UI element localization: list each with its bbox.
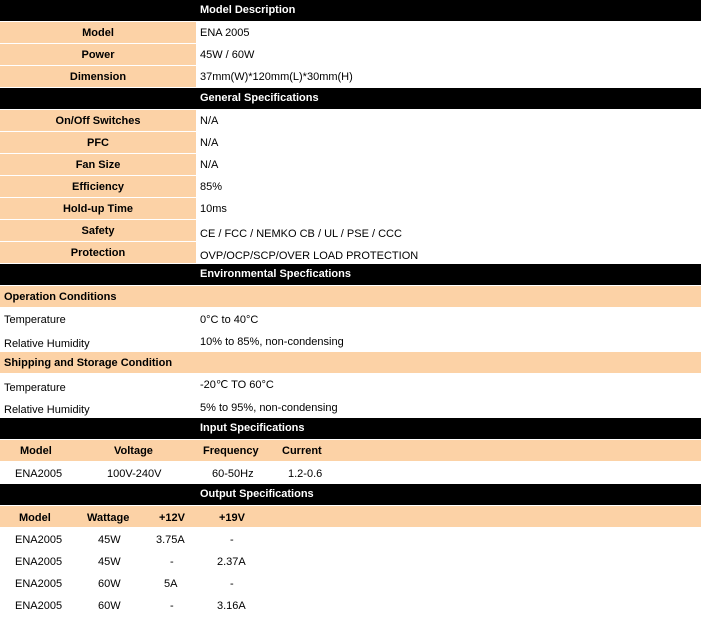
subsection-operation xyxy=(0,286,701,308)
table-row xyxy=(0,550,701,572)
section-header-input xyxy=(0,418,701,440)
spec-label-cell xyxy=(0,198,196,219)
spec-row-dimension xyxy=(0,66,701,88)
spec-label-cell xyxy=(0,44,196,65)
table-cell: 5A xyxy=(164,578,178,590)
spec-row-pfc xyxy=(0,132,701,154)
spec-label: Safety xyxy=(81,225,115,237)
table-cell: 3.16A xyxy=(217,600,246,612)
table-cell: - xyxy=(230,578,234,590)
spec-label: PFC xyxy=(87,137,109,149)
spec-value: 45W / 60W xyxy=(200,49,255,61)
table-row xyxy=(0,462,701,484)
spec-value: N/A xyxy=(200,115,219,127)
table-cell: 2.37A xyxy=(217,556,246,568)
env-row xyxy=(0,330,701,352)
spec-value: ENA 2005 xyxy=(200,27,250,39)
spec-label-cell xyxy=(0,132,196,153)
table-cell: 1.2-0.6 xyxy=(288,468,323,480)
spec-label-cell xyxy=(0,176,196,197)
spec-label-cell xyxy=(0,22,196,43)
table-cell: ENA2005 xyxy=(15,600,63,612)
column-header: Current xyxy=(282,445,322,457)
spec-label: Dimension xyxy=(69,71,127,83)
table-header-row xyxy=(0,440,701,462)
table-cell: ENA2005 xyxy=(15,534,63,546)
section-title: Model Description xyxy=(200,4,296,16)
env-value: 5% to 95%, non-condensing xyxy=(200,402,338,414)
table-cell: - xyxy=(170,556,174,568)
table-row xyxy=(0,528,701,550)
section-title: General Specifications xyxy=(200,92,319,104)
env-label: Relative Humidity xyxy=(4,338,90,350)
spec-value: 37mm(W)*120mm(L)*30mm(H) xyxy=(200,71,353,83)
env-row xyxy=(0,396,701,418)
table-cell: - xyxy=(230,534,234,546)
spec-label-cell xyxy=(0,242,196,263)
spec-label-cell xyxy=(0,220,196,241)
section-title: Output Specifications xyxy=(200,488,314,500)
spec-row-holdup xyxy=(0,198,701,220)
subsection-title: Shipping and Storage Condition xyxy=(4,357,173,369)
table-cell: ENA2005 xyxy=(15,578,63,590)
spec-row-power xyxy=(0,44,701,66)
spec-row-onoff xyxy=(0,110,701,132)
column-header: Wattage xyxy=(87,512,130,524)
spec-value: 85% xyxy=(200,181,223,193)
column-header: +19V xyxy=(219,512,245,524)
subsection-shipping xyxy=(0,352,701,374)
column-header: Voltage xyxy=(114,445,153,457)
table-cell: - xyxy=(170,600,174,612)
env-value: 0°C to 40°C xyxy=(200,314,259,326)
spec-label: On/Off Switches xyxy=(55,115,141,127)
env-label: Relative Humidity xyxy=(4,404,90,416)
spec-row-protection xyxy=(0,242,701,264)
spec-label: Model xyxy=(82,27,114,39)
env-label: Temperature xyxy=(4,314,66,326)
section-title: Input Specifications xyxy=(200,422,305,434)
section-title: Environmental Specfications xyxy=(200,268,351,280)
table-cell: ENA2005 xyxy=(15,556,63,568)
spec-label-cell xyxy=(0,110,196,131)
env-row xyxy=(0,308,701,330)
section-header-output xyxy=(0,484,701,506)
table-cell: 60W xyxy=(98,600,121,612)
spec-row-safety xyxy=(0,220,701,242)
table-cell: 3.75A xyxy=(156,534,185,546)
spec-label-cell xyxy=(0,66,196,87)
spec-label: Fan Size xyxy=(75,159,121,171)
section-header-general xyxy=(0,88,701,110)
section-header-model-description xyxy=(0,0,701,22)
table-row xyxy=(0,572,701,594)
spec-row-model xyxy=(0,22,701,44)
spec-row-efficiency xyxy=(0,176,701,198)
table-cell: 45W xyxy=(98,534,121,546)
table-cell: 60W xyxy=(98,578,121,590)
env-value: -20℃ TO 60°C xyxy=(200,379,274,391)
table-row xyxy=(0,594,701,616)
spec-label: Hold-up Time xyxy=(62,203,134,215)
spec-label: Protection xyxy=(70,247,126,259)
table-cell: 45W xyxy=(98,556,121,568)
table-cell: ENA2005 xyxy=(15,468,63,480)
spec-row-fan-size xyxy=(0,154,701,176)
env-label: Temperature xyxy=(4,382,66,394)
table-cell: 100V-240V xyxy=(107,468,162,480)
table-header-row xyxy=(0,506,701,528)
subsection-title: Operation Conditions xyxy=(4,291,117,303)
column-header: Model xyxy=(19,512,51,524)
spec-value: OVP/OCP/SCP/OVER LOAD PROTECTION xyxy=(200,250,419,262)
env-value: 10% to 85%, non-condensing xyxy=(200,336,344,348)
spec-label: Efficiency xyxy=(72,181,124,193)
spec-value: N/A xyxy=(200,137,219,149)
spec-value: 10ms xyxy=(200,203,227,215)
column-header: Model xyxy=(20,445,52,457)
env-row xyxy=(0,374,701,396)
spec-value: N/A xyxy=(200,159,219,171)
table-cell: 60-50Hz xyxy=(212,468,254,480)
spec-value: CE / FCC / NEMKO CB / UL / PSE / CCC xyxy=(200,228,402,240)
section-header-environmental xyxy=(0,264,701,286)
column-header: +12V xyxy=(159,512,185,524)
spec-label-cell xyxy=(0,154,196,175)
column-header: Frequency xyxy=(203,445,259,457)
spec-label: Power xyxy=(81,49,115,61)
